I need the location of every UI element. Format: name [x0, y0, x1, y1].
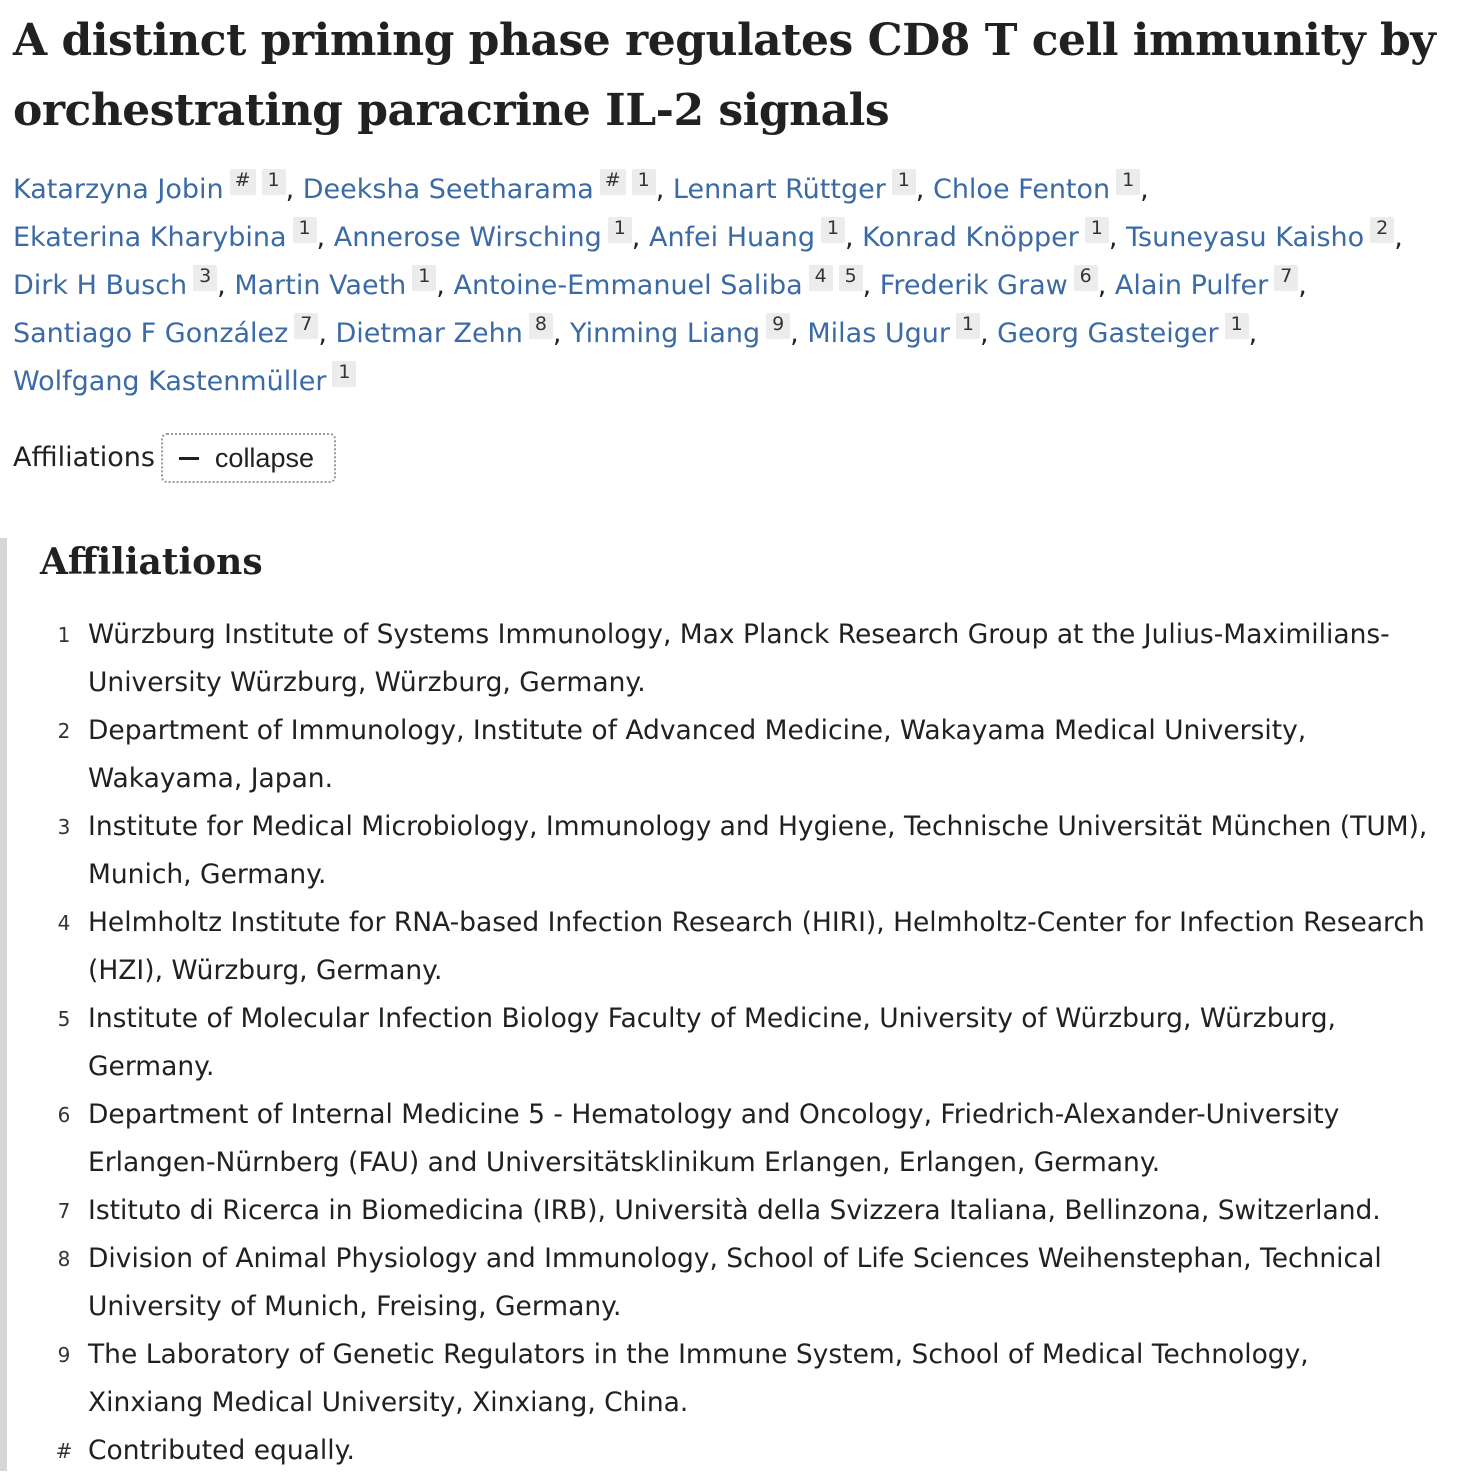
- author-separator: ,: [1248, 318, 1258, 349]
- author-link[interactable]: [807, 313, 980, 349]
- author-separator: ,: [655, 174, 673, 205]
- author-link[interactable]: [335, 313, 553, 349]
- affiliation-text: Department of Internal Medicine 5 - Hematology and Oncology, Friedrich-Alexander-University Erlangen-Nürnberg (FAU) and Universitätsklinikum Erlangen, Erlangen, Germany.: [88, 1099, 1340, 1178]
- affiliation-item: [40, 1427, 1461, 1475]
- author-separator: ,: [1097, 270, 1115, 301]
- affiliation-ref-link[interactable]: 5: [839, 265, 863, 291]
- author-link[interactable]: [333, 217, 632, 253]
- affiliation-ref-link[interactable]: 1: [332, 361, 356, 387]
- author-name: Tsuneyasu Kaisho: [1126, 222, 1365, 253]
- author-name: Dietmar Zehn: [335, 318, 523, 349]
- author-name: Milas Ugur: [807, 318, 950, 349]
- affiliation-text: Division of Animal Physiology and Immunology, School of Life Sciences Weihenstephan, Technical University of Munich, Freising, Germany.: [88, 1243, 1382, 1322]
- author-link[interactable]: [997, 313, 1248, 349]
- affiliation-number: 5: [57, 1007, 71, 1031]
- minus-icon: [179, 457, 199, 460]
- affiliation-ref-link[interactable]: 1: [1225, 313, 1249, 339]
- affiliation-number: 8: [57, 1247, 71, 1271]
- author-link[interactable]: [648, 217, 845, 253]
- author-separator: ,: [1108, 222, 1126, 253]
- author-name: Frederik Graw: [879, 270, 1068, 301]
- affiliation-ref-link[interactable]: 3: [193, 265, 217, 291]
- affiliation-ref-link[interactable]: 1: [956, 313, 980, 339]
- author-name: Yinming Liang: [570, 318, 761, 349]
- affiliations-list: [40, 611, 1461, 1475]
- author-link[interactable]: [570, 313, 790, 349]
- author-separator: ,: [318, 318, 336, 349]
- author-name: Dirk H Busch: [13, 270, 188, 301]
- affiliation-text: Würzburg Institute of Systems Immunology, Max Planck Research Group at the Julius-Maximilians-University Würzburg, Würzburg, Germany.: [88, 619, 1390, 698]
- author-name: Katarzyna Jobin: [13, 174, 224, 205]
- author-separator: ,: [436, 270, 454, 301]
- affiliation-text: Helmholtz Institute for RNA-based Infection Research (HIRI), Helmholtz-Center for Infection Research (HZI), Würzburg, Germany.: [88, 907, 1425, 986]
- affiliation-ref-link[interactable]: 1: [608, 217, 632, 243]
- affiliation-ref-link[interactable]: 1: [1085, 217, 1109, 243]
- author-separator: ,: [285, 174, 303, 205]
- affiliation-text: Department of Immunology, Institute of Advanced Medicine, Wakayama Medical University, Wakayama, Japan.: [88, 715, 1307, 794]
- author-name: Deeksha Seetharama: [302, 174, 594, 205]
- affiliation-ref-link[interactable]: 1: [262, 169, 286, 195]
- author-separator: ,: [979, 318, 998, 349]
- affiliation-number: 4: [57, 911, 71, 935]
- affiliation-number: 9: [57, 1343, 71, 1367]
- author-separator: ,: [552, 318, 571, 349]
- author-separator: ,: [1394, 222, 1403, 253]
- affiliation-ref-link[interactable]: 1: [412, 265, 436, 291]
- author-link[interactable]: [302, 169, 656, 205]
- author-link[interactable]: [862, 217, 1109, 253]
- collapse-affiliations-button[interactable]: [161, 433, 336, 483]
- author-name: Lennart Rüttger: [672, 174, 886, 205]
- author-link[interactable]: [932, 169, 1140, 205]
- author-link[interactable]: [672, 169, 916, 205]
- author-name: Chloe Fenton: [932, 174, 1111, 205]
- affiliation-item: [40, 1091, 1461, 1187]
- author-separator: ,: [1298, 270, 1307, 301]
- equal-contribution-mark[interactable]: #: [600, 169, 626, 195]
- affiliation-number: 3: [57, 815, 71, 839]
- affiliation-ref-link[interactable]: 7: [294, 313, 318, 339]
- affiliation-number: 6: [57, 1103, 71, 1127]
- affiliation-item: [40, 707, 1461, 803]
- affiliation-item: [40, 1235, 1461, 1331]
- affiliation-text: Institute of Molecular Infection Biology Faculty of Medicine, University of Würzburg, Würzburg, Germany.: [88, 1003, 1336, 1082]
- author-link[interactable]: [13, 265, 217, 301]
- affiliation-ref-link[interactable]: 2: [1370, 217, 1394, 243]
- affiliation-number: 1: [57, 623, 71, 647]
- author-name: Antoine-Emmanuel Saliba: [453, 270, 803, 301]
- author-separator: ,: [217, 270, 235, 301]
- affiliation-number: 7: [57, 1199, 71, 1223]
- affiliation-ref-link[interactable]: 1: [293, 217, 317, 243]
- affiliation-ref-link[interactable]: 8: [529, 313, 553, 339]
- author-link[interactable]: [1114, 265, 1298, 301]
- affiliation-text: The Laboratory of Genetic Regulators in the Immune System, School of Medical Technology, Xinxiang Medical University, Xinxiang, China.: [88, 1339, 1309, 1418]
- affiliation-ref-link[interactable]: 6: [1074, 265, 1098, 291]
- affiliation-item: [40, 1331, 1461, 1427]
- collapse-button-label: collapse: [214, 442, 314, 473]
- author-separator: ,: [316, 222, 334, 253]
- author-name: Santiago F González: [13, 318, 289, 349]
- author-separator: ,: [844, 222, 863, 253]
- affiliation-item: [40, 803, 1461, 899]
- affiliations-heading: Affiliations: [40, 541, 263, 583]
- author-separator: ,: [631, 222, 649, 253]
- author-link[interactable]: [13, 361, 356, 397]
- author-link[interactable]: [1126, 217, 1394, 253]
- affiliation-text: Istituto di Ricerca in Biomedicina (IRB), Università della Svizzera Italiana, Bellinzona, Switzerland.: [88, 1195, 1381, 1226]
- author-link[interactable]: [13, 217, 317, 253]
- author-link[interactable]: [453, 265, 862, 301]
- page-title: A distinct priming phase regulates CD8 T cell immunity by orchestrating paracrine IL-2 signals: [13, 15, 1436, 136]
- author-name: Martin Vaeth: [234, 270, 407, 301]
- author-link[interactable]: [13, 169, 286, 205]
- affiliation-ref-link[interactable]: 1: [632, 169, 656, 195]
- author-separator: ,: [862, 270, 880, 301]
- affiliation-item: [40, 1187, 1461, 1235]
- affiliation-item: [40, 899, 1461, 995]
- author-name: Georg Gasteiger: [997, 318, 1219, 349]
- author-name: Ekaterina Kharybina: [13, 222, 287, 253]
- affiliations-panel: [0, 538, 1461, 1471]
- author-link[interactable]: [879, 265, 1098, 301]
- affiliation-item: [40, 611, 1461, 707]
- affiliation-ref-link[interactable]: 1: [1116, 169, 1140, 195]
- affiliation-ref-link[interactable]: 7: [1274, 265, 1298, 291]
- author-separator: ,: [915, 174, 933, 205]
- affiliation-ref-link[interactable]: 4: [809, 265, 833, 291]
- equal-contribution-mark[interactable]: #: [230, 169, 256, 195]
- affiliation-ref-link[interactable]: 1: [821, 217, 845, 243]
- author-link[interactable]: [13, 313, 318, 349]
- affiliation-text: Institute for Medical Microbiology, Immunology and Hygiene, Technische Universität München (TUM), Munich, Germany.: [88, 811, 1428, 890]
- affiliation-number: 2: [57, 719, 71, 743]
- author-name: Konrad Knöpper: [862, 222, 1079, 253]
- affiliation-item: [40, 995, 1461, 1091]
- author-name: Alain Pulfer: [1114, 270, 1269, 301]
- author-list: [13, 166, 1453, 406]
- affiliations-label: Affiliations: [13, 442, 155, 473]
- author-name: Annerose Wirsching: [333, 222, 602, 253]
- affiliation-text: Contributed equally.: [88, 1435, 355, 1466]
- author-link[interactable]: [234, 265, 436, 301]
- author-separator: ,: [1140, 174, 1149, 205]
- author-separator: ,: [790, 318, 808, 349]
- affiliation-ref-link[interactable]: 1: [892, 169, 916, 195]
- affiliation-number: #: [55, 1439, 73, 1463]
- article-header: [13, 0, 1453, 484]
- affiliation-ref-link[interactable]: 9: [766, 313, 790, 339]
- affiliations-toggle-row: [13, 432, 1453, 484]
- author-name: Wolfgang Kastenmüller: [13, 366, 327, 397]
- author-name: Anfei Huang: [648, 222, 815, 253]
